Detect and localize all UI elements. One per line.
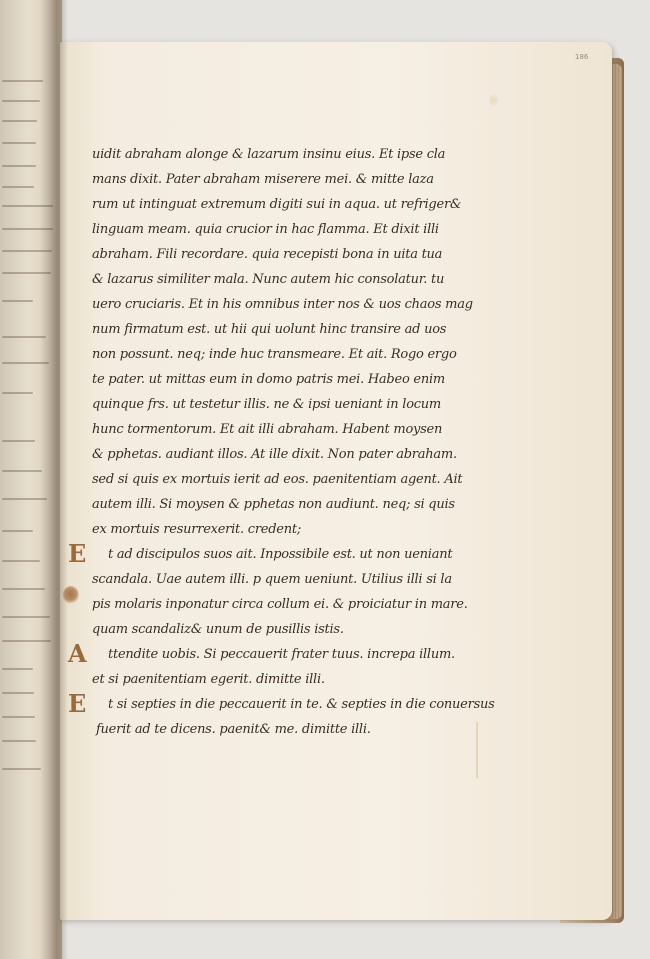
text-line: te pater. ut mittas eum in domo patris mei. Habeo enim bbox=[92, 372, 445, 387]
decorated-initial: E bbox=[68, 689, 87, 718]
text-line: fuerit ad te dicens. paenit& me. dimitte illi. bbox=[96, 722, 371, 737]
text-line: hunc tormentorum. Et ait illi abraham. Habent moysen bbox=[92, 422, 443, 437]
facing-page-text-line bbox=[2, 768, 41, 770]
facing-page-text-line bbox=[2, 165, 36, 167]
folio-number: 186 bbox=[575, 53, 589, 61]
text-line: abraham. Fili recordare. quia recepisti bona in uita tua bbox=[92, 247, 443, 262]
facing-page-text-line bbox=[2, 560, 40, 562]
facing-page-text-line bbox=[2, 100, 40, 102]
text-line: linguam meam. quia crucior in hac flamma. Et dixit illi bbox=[92, 222, 439, 237]
text-line: num firmatum est. ut hii qui uolunt hinc transire ad uos bbox=[92, 322, 447, 337]
text-line: t si septies in die peccauerit in te. & septies in die conuersus bbox=[108, 697, 495, 712]
text-line: autem illi. Si moysen & pphetas non audiunt. neq; si quis bbox=[92, 497, 455, 512]
decorated-initial: E bbox=[68, 539, 87, 568]
text-line: rum ut intinguat extremum digiti sui in aqua. ut refriger& bbox=[92, 197, 462, 212]
parchment-hole bbox=[489, 94, 498, 107]
facing-page-text-line bbox=[2, 588, 45, 590]
facing-page-text-line bbox=[2, 440, 35, 442]
facing-page-text-line bbox=[2, 186, 34, 188]
text-line: quinque frs. ut testetur illis. ne & ipsi ueniant in locum bbox=[92, 397, 441, 412]
text-line: non possunt. neq; inde huc transmeare. Et ait. Rogo ergo bbox=[92, 347, 457, 362]
text-line: uidit abraham alonge & lazarum insinu eius. Et ipse cla bbox=[92, 147, 446, 162]
facing-page-text-line bbox=[2, 470, 42, 472]
facing-page-text-line bbox=[2, 668, 33, 670]
text-line: ex mortuis resurrexerit. credent; bbox=[92, 522, 301, 537]
text-line: scandala. Uae autem illi. p quem ueniunt. Utilius illi si la bbox=[92, 572, 452, 587]
facing-page-text-line bbox=[2, 80, 43, 82]
text-column bbox=[68, 142, 497, 742]
decorated-initial: A bbox=[68, 639, 87, 668]
text-line: et si paenitentiam egerit. dimitte illi. bbox=[92, 672, 325, 687]
facing-page-text-line bbox=[2, 120, 37, 122]
text-line: sed si quis ex mortuis ierit ad eos. paenitentiam agent. Ait bbox=[92, 472, 463, 487]
facing-page-text-line bbox=[2, 692, 34, 694]
text-line: & lazarus similiter mala. Nunc autem hic consolatur. tu bbox=[92, 272, 445, 287]
text-line: mans dixit. Pater abraham miserere mei. & mitte laza bbox=[92, 172, 434, 187]
gutter-shadow bbox=[40, 0, 68, 959]
facing-page-text-line bbox=[2, 392, 33, 394]
parchment-stain bbox=[63, 586, 79, 604]
facing-page-text-line bbox=[2, 530, 33, 532]
facing-page-text-line bbox=[2, 716, 35, 718]
text-line: pis molaris inponatur circa collum ei. & proiciatur in mare. bbox=[92, 597, 468, 612]
text-line: quam scandaliz& unum de pusillis istis. bbox=[92, 622, 344, 637]
text-line: uero cruciaris. Et in his omnibus inter nos & uos chaos mag bbox=[92, 297, 473, 312]
text-line: & pphetas. audiant illos. At ille dixit. Non pater abraham. bbox=[92, 447, 457, 462]
text-line: t ad discipulos suos ait. Inpossibile est. ut non ueniant bbox=[108, 547, 453, 562]
facing-page-text-line bbox=[2, 740, 36, 742]
facing-page-text-line bbox=[2, 142, 36, 144]
text-line: ttendite uobis. Si peccauerit frater tuus. increpa illum. bbox=[108, 647, 455, 662]
facing-page-text-line bbox=[2, 300, 33, 302]
